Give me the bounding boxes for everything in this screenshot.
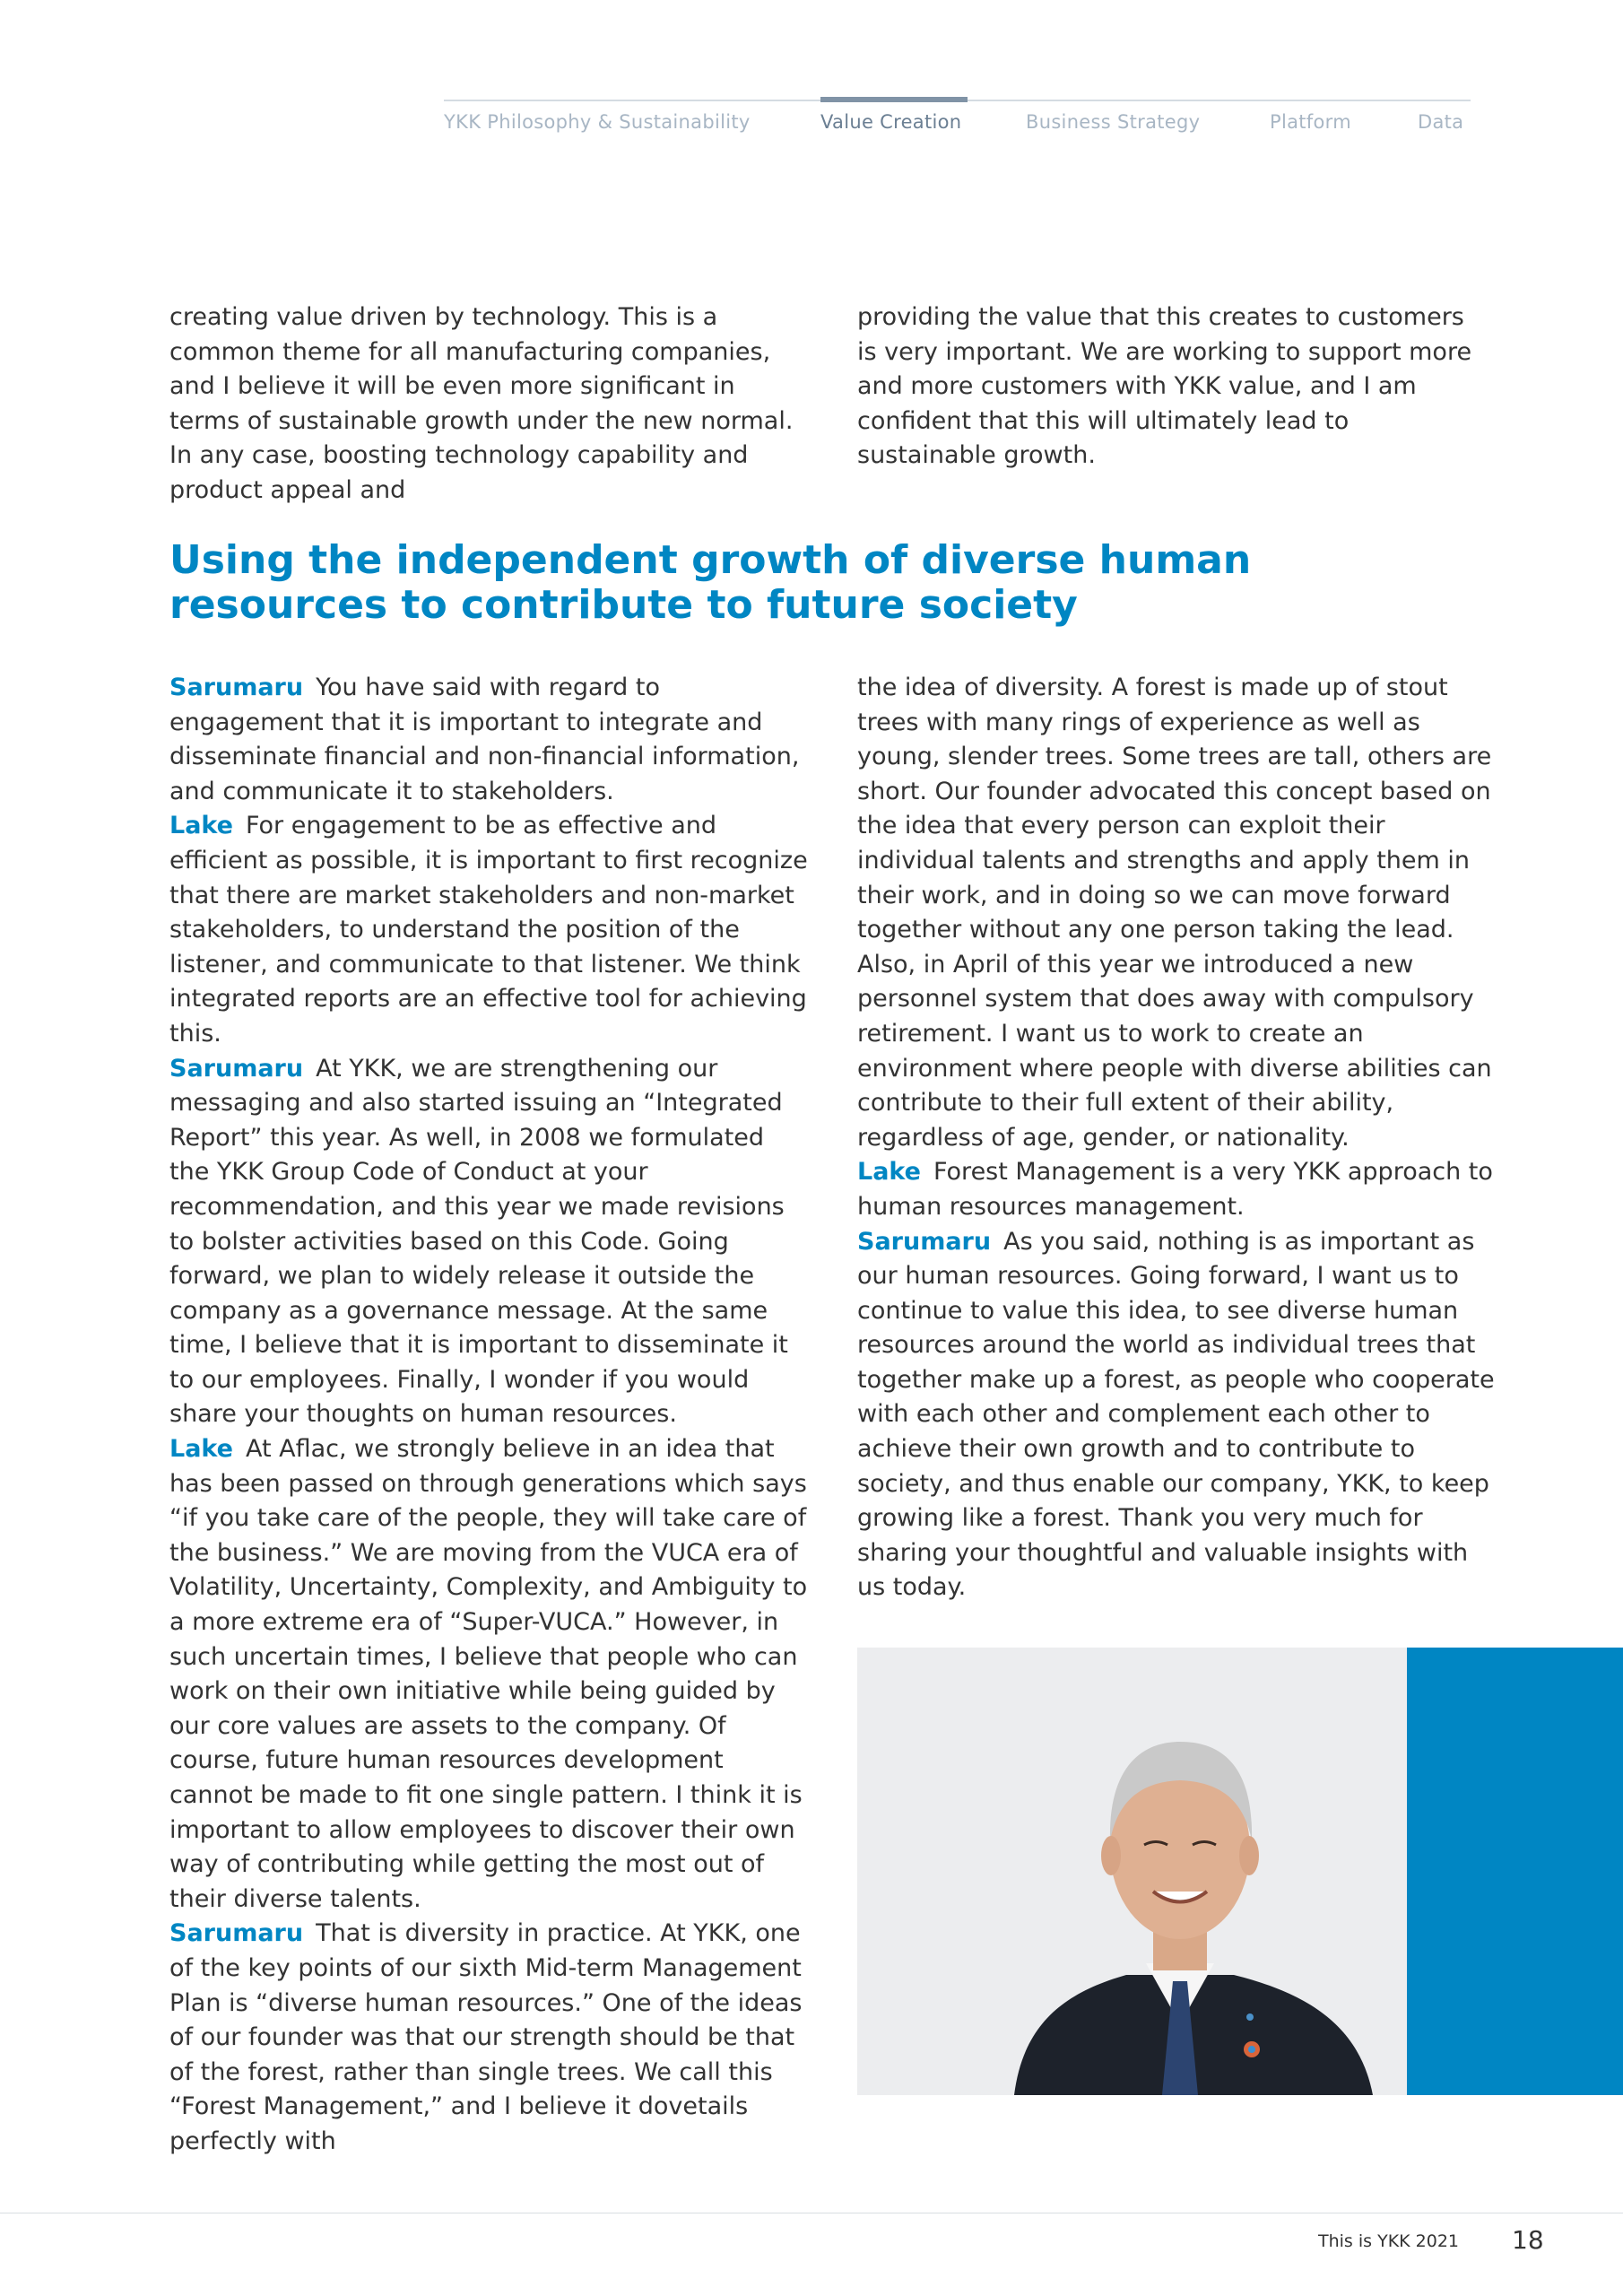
speaker-name: Sarumaru <box>169 1919 304 1948</box>
speaker-name: Sarumaru <box>169 1054 304 1083</box>
speaker-name: Sarumaru <box>857 1227 992 1256</box>
dialogue-text: At YKK, we are strengthening our messaging and also started issuing an “Integrated Report” this year. As well, in 2008 we formulated the YKK Group Code of Conduct at your recommendation, and this year we made revisions to bolster activities based on this Code. Going forward, we plan to widely release it outside the company as a governance message. At the same time, I believe that it is important to disseminate it to our employees. Finally, I wonder if you would share your thoughts on human resources. <box>169 1054 788 1429</box>
dialogue-right-column <box>857 671 1498 1605</box>
nav-item-data[interactable]: Data <box>1418 111 1464 133</box>
dialogue-text: At Aflac, we strongly believe in an idea that has been passed on through generations which says “if you take care of the people, they will take care of the business.” We are moving from the VUCA era of Volatility, Uncertainty, Complexity, and Ambiguity to a more extreme era of “Super-VUCA.” However, in such uncertain times, I believe that people who can work on their own initiative while being guided by our core values are assets to the company. Of course, future human resources development cannot be made to fit one single pattern. I think it is important to allow employees to discover their own way of contributing while getting the most out of their diverse talents. <box>169 1435 808 1913</box>
intro-right-column <box>857 300 1476 474</box>
dialogue-text: Forest Management is a very YKK approach to human resources management. <box>857 1158 1493 1221</box>
dialogue-left-column <box>169 671 811 2160</box>
dialogue-text: As you said, nothing is as important as our human resources. Going forward, I want us to continue to value this idea, to see diverse human resources around the world as individual trees that together make up a forest, as people who cooperate with each other and complement each other to achieve their own growth and to contribute to society, and thus enable our company, YKK, to keep growing like a forest. Thank you very much for sharing your thoughtful and valuable insights with us today. <box>857 1227 1495 1602</box>
dialogue-paragraph <box>169 1052 811 1433</box>
dialogue-paragraph <box>169 809 811 1051</box>
nav-active-indicator <box>820 97 968 102</box>
dialogue-paragraph <box>169 671 811 809</box>
portrait-illustration <box>857 1648 1408 2095</box>
dialogue-continuation: the idea of diversity. A forest is made up of stout trees with many rings of experience as well as young, slender trees. Some trees are tall, others are short. Our founder advocated this concept based on the idea that every person can exploit their individual talents and strengths and apply them in their work, and in doing so we can move forward together without any one person taking the lead. Also, in April of this year we introduced a new personnel system that does away with compulsory retirement. I want us to work to create an environment where people with diverse abilities can contribute to their full extent of their ability, regardless of age, gender, or nationality. <box>857 674 1492 1152</box>
speaker-name: Lake <box>169 1435 233 1464</box>
nav-item-value-creation[interactable]: Value Creation <box>820 111 962 133</box>
nav-item-business-strategy[interactable]: Business Strategy <box>1026 111 1201 133</box>
intro-left-column <box>169 300 811 509</box>
dialogue-text: For engagement to be as effective and efficient as possible, it is important to first recognize that there are market stakeholders and non-market stakeholders, to understand the position of the listener, and communicate to that listener. We think integrated reports are an effective tool for achieving this. <box>169 812 808 1048</box>
nav-item-philosophy[interactable]: YKK Philosophy & Sustainability <box>444 111 751 133</box>
nav-item-platform[interactable]: Platform <box>1270 111 1351 133</box>
dialogue-paragraph <box>169 1917 811 2159</box>
dialogue-text: That is diversity in practice. At YKK, one of the key points of our sixth Mid-term Management Plan is “diverse human resources.” One of the ideas of our founder was that our strength should be that of the forest, rather than single trees. We call this “Forest Management,” and I believe it dovetails perfectly with <box>169 1919 803 2155</box>
dialogue-paragraph <box>857 1155 1498 1224</box>
speaker-name: Sarumaru <box>169 674 304 701</box>
portrait-photo <box>857 1648 1408 2095</box>
page-number: 18 <box>1512 2225 1544 2255</box>
intro-right-text: providing the value that this creates to customers is very important. We are working to support more and more customers with YKK value, and I am confident that this will ultimately lead to sustainable growth. <box>857 303 1472 470</box>
accent-color-block <box>1407 1648 1623 2095</box>
speaker-name: Lake <box>857 1158 921 1187</box>
dialogue-paragraph <box>857 1225 1498 1606</box>
section-heading: Using the independent growth of diverse human resources to contribute to future society <box>169 537 1252 628</box>
intro-left-text: creating value driven by technology. This is a common theme for all manufacturing companies, and I believe it will be even more significant in terms of sustainable growth under the new normal. In any case, boosting technology capability and product appeal and <box>169 303 794 504</box>
footer-publication-title: This is YKK 2021 <box>1318 2231 1460 2251</box>
speaker-name: Lake <box>169 812 233 840</box>
dialogue-text: You have said with regard to engagement that it is important to integrate and disseminate financial and non-financial information, and communicate it to stakeholders. <box>169 674 800 805</box>
dialogue-paragraph <box>169 1432 811 1917</box>
